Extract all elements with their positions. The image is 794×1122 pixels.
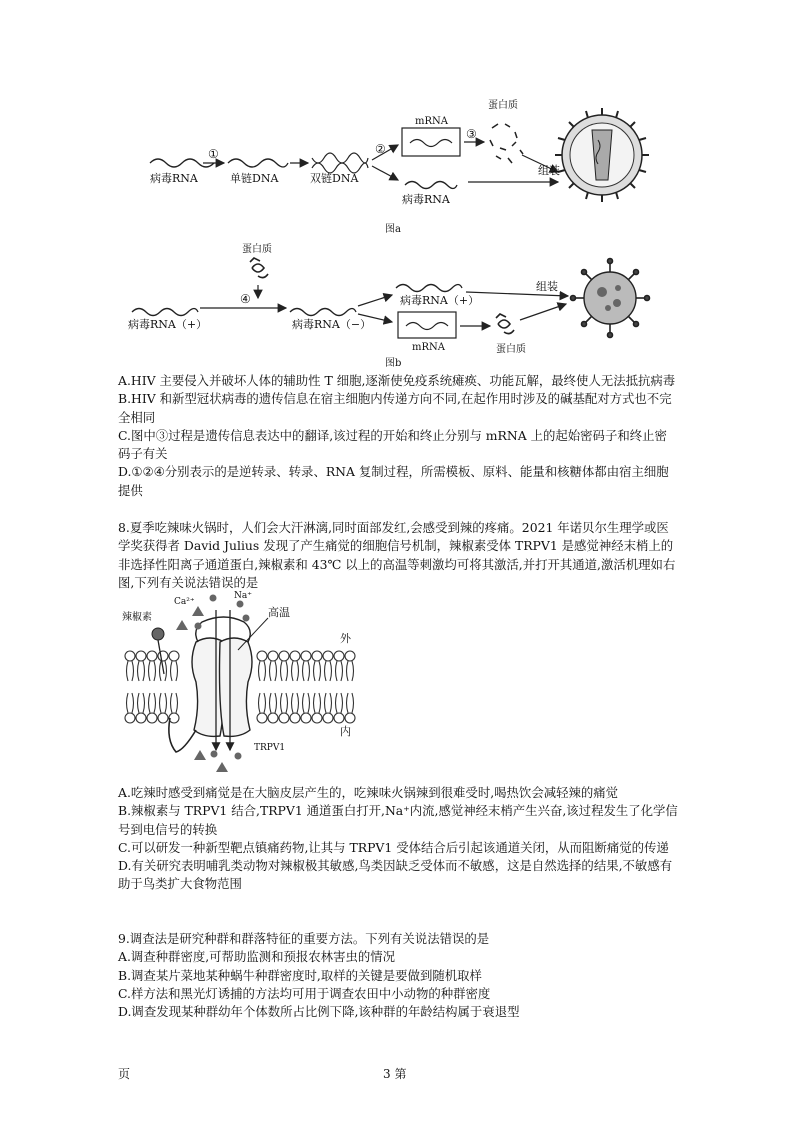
label-protein-top-b: 蛋白质 xyxy=(242,244,272,255)
caption-b: 图b xyxy=(385,358,402,369)
protein-bottom-b xyxy=(496,314,514,334)
figure-a xyxy=(150,98,649,235)
label-viral-rna-a: 病毒RNA xyxy=(150,172,198,185)
question-7-options xyxy=(118,372,678,500)
step-2: ② xyxy=(375,142,386,156)
q8-option-b: B.辣椒素与 TRPV1 结合,TRPV1 通道蛋白打开,Na⁺内流,感觉神经末梢产生兴奋,该过程发生了化学信号到电信号的转换 xyxy=(118,803,678,837)
trpv1-figure xyxy=(118,590,418,780)
q9-option-d: D.调查发现某种群幼年个体数所占比例下降,该种群的年龄结构属于衰退型 xyxy=(118,1004,520,1020)
q7-option-d: D.①②④分别表示的是逆转录、转录、RNA 复制过程，所需模板、原料、能量和核糖体都由宿主细胞提供 xyxy=(118,464,669,498)
question-9 xyxy=(118,930,678,1021)
step-1: ① xyxy=(208,147,219,161)
step-3: ③ xyxy=(466,127,477,141)
viral-rna-minus-wave xyxy=(290,309,356,316)
protein-top-b xyxy=(250,258,268,278)
label-inside: 内 xyxy=(340,725,351,738)
label-viral-rna-plus-right: 病毒RNA（+） xyxy=(400,294,480,307)
label-assemble-b: 组装 xyxy=(536,280,558,293)
q7-option-a: A.HIV 主要侵入并破坏人体的辅助性 T 细胞,逐渐使免疫系统瘫痪、功能瓦解，最终使人无法抵抗病毒 xyxy=(118,373,676,388)
ds-dna-helix xyxy=(312,153,368,173)
q8-stem-text: 8.夏季吃辣味火锅时，人们会大汗淋漓,同时面部发红,会感受到辣的疼痛。2021 年诺贝尔生理学或医学奖获得者 David Julius 发现了产生痛觉的细胞信号机制，辣椒素受体 TRPV1 是感觉神经末梢上的非选择性阳离子通道蛋白,辣椒素和 43℃ 以上的高温等刺激均可将其激活,并打开其通道,激活机理如右图,下列有关说法错误的是 xyxy=(118,520,676,590)
ss-dna-wave xyxy=(228,159,288,167)
label-mrna-b: mRNA xyxy=(412,342,445,353)
viral-rna-wave-a2 xyxy=(405,182,457,189)
label-high-temp: 高温 xyxy=(268,606,290,619)
q8-option-d: D.有关研究表明哺乳类动物对辣椒极其敏感,鸟类因缺乏受体而不敏感，这是自然选择的结果,不敏感有助于鸟类扩大食物范围 xyxy=(118,858,673,892)
label-trpv1: TRPV1 xyxy=(254,743,286,753)
ions-inside xyxy=(194,750,242,772)
step-4: ④ xyxy=(240,292,251,306)
label-viral-rna-a2: 病毒RNA xyxy=(402,193,450,206)
question-8-stem xyxy=(118,519,678,592)
q9-option-a: A.调查种群密度,可帮助监测和预报农林害虫的情况 xyxy=(118,949,396,965)
label-protein-a: 蛋白质 xyxy=(488,100,518,111)
q9-option-c: C.样方法和黑光灯诱捕的方法均可用于调查农田中小动物的种群密度 xyxy=(118,985,491,1001)
coronavirus-icon xyxy=(571,259,650,338)
q9-stem: 9.调查法是研究种群和群落特征的重要方法。下列有关说法错误的是 xyxy=(118,931,490,946)
footer-page-number: 3 第 xyxy=(383,1067,407,1081)
viral-rna-plus-left-wave xyxy=(132,309,198,316)
q7-option-c: C.图中③过程是遗传信息表达中的翻译,该过程的开始和终止分别与 mRNA 上的起始密码子和终止密码子有关 xyxy=(118,427,667,462)
label-ds-dna: 双链DNA xyxy=(310,172,359,185)
figure-b xyxy=(128,242,650,369)
q8-option-a: A.吃辣时感受到痛觉是在大脑皮层产生的，吃辣味火锅辣到很难受时,喝热饮会减轻辣的痛觉 xyxy=(118,785,619,800)
label-ca-ion: Ca²⁺ xyxy=(174,597,195,607)
figure-ab xyxy=(0,0,794,370)
viral-rna-plus-right-wave xyxy=(396,285,462,292)
protein-fragments-a xyxy=(490,124,523,163)
q9-option-b: B.调查某片菜地某种蜗牛种群密度时,取样的关键是要做到随机取样 xyxy=(118,967,482,983)
q7-option-b: B.HIV 和新型冠状病毒的遗传信息在宿主细胞内传递方向不同,在起作用时涉及的碱基配对方式也不完全相同 xyxy=(118,391,672,425)
trpv1-channel xyxy=(169,617,252,752)
footer-left: 页 xyxy=(118,1067,131,1081)
label-assemble-a: 组装 xyxy=(538,164,560,177)
label-outside: 外 xyxy=(340,632,351,645)
caption-a: 图a xyxy=(385,224,401,235)
q8-option-c: C.可以研发一种新型靶点镇痛药物,让其与 TRPV1 受体结合后引起该通道关闭，从而阻断痛觉的传递 xyxy=(118,839,669,855)
label-capsaicin: 辣椒素 xyxy=(122,612,152,623)
label-na-ion: Na⁺ xyxy=(234,591,252,601)
question-8-options xyxy=(118,784,678,894)
label-protein-bottom-b: 蛋白质 xyxy=(496,344,526,355)
label-viral-rna-minus: 病毒RNA（−） xyxy=(292,318,372,331)
label-mrna-a: mRNA xyxy=(415,116,448,127)
hiv-virion-icon xyxy=(555,108,649,202)
label-ss-dna: 单链DNA xyxy=(230,172,279,185)
label-viral-rna-plus-left: 病毒RNA（+） xyxy=(128,318,208,331)
